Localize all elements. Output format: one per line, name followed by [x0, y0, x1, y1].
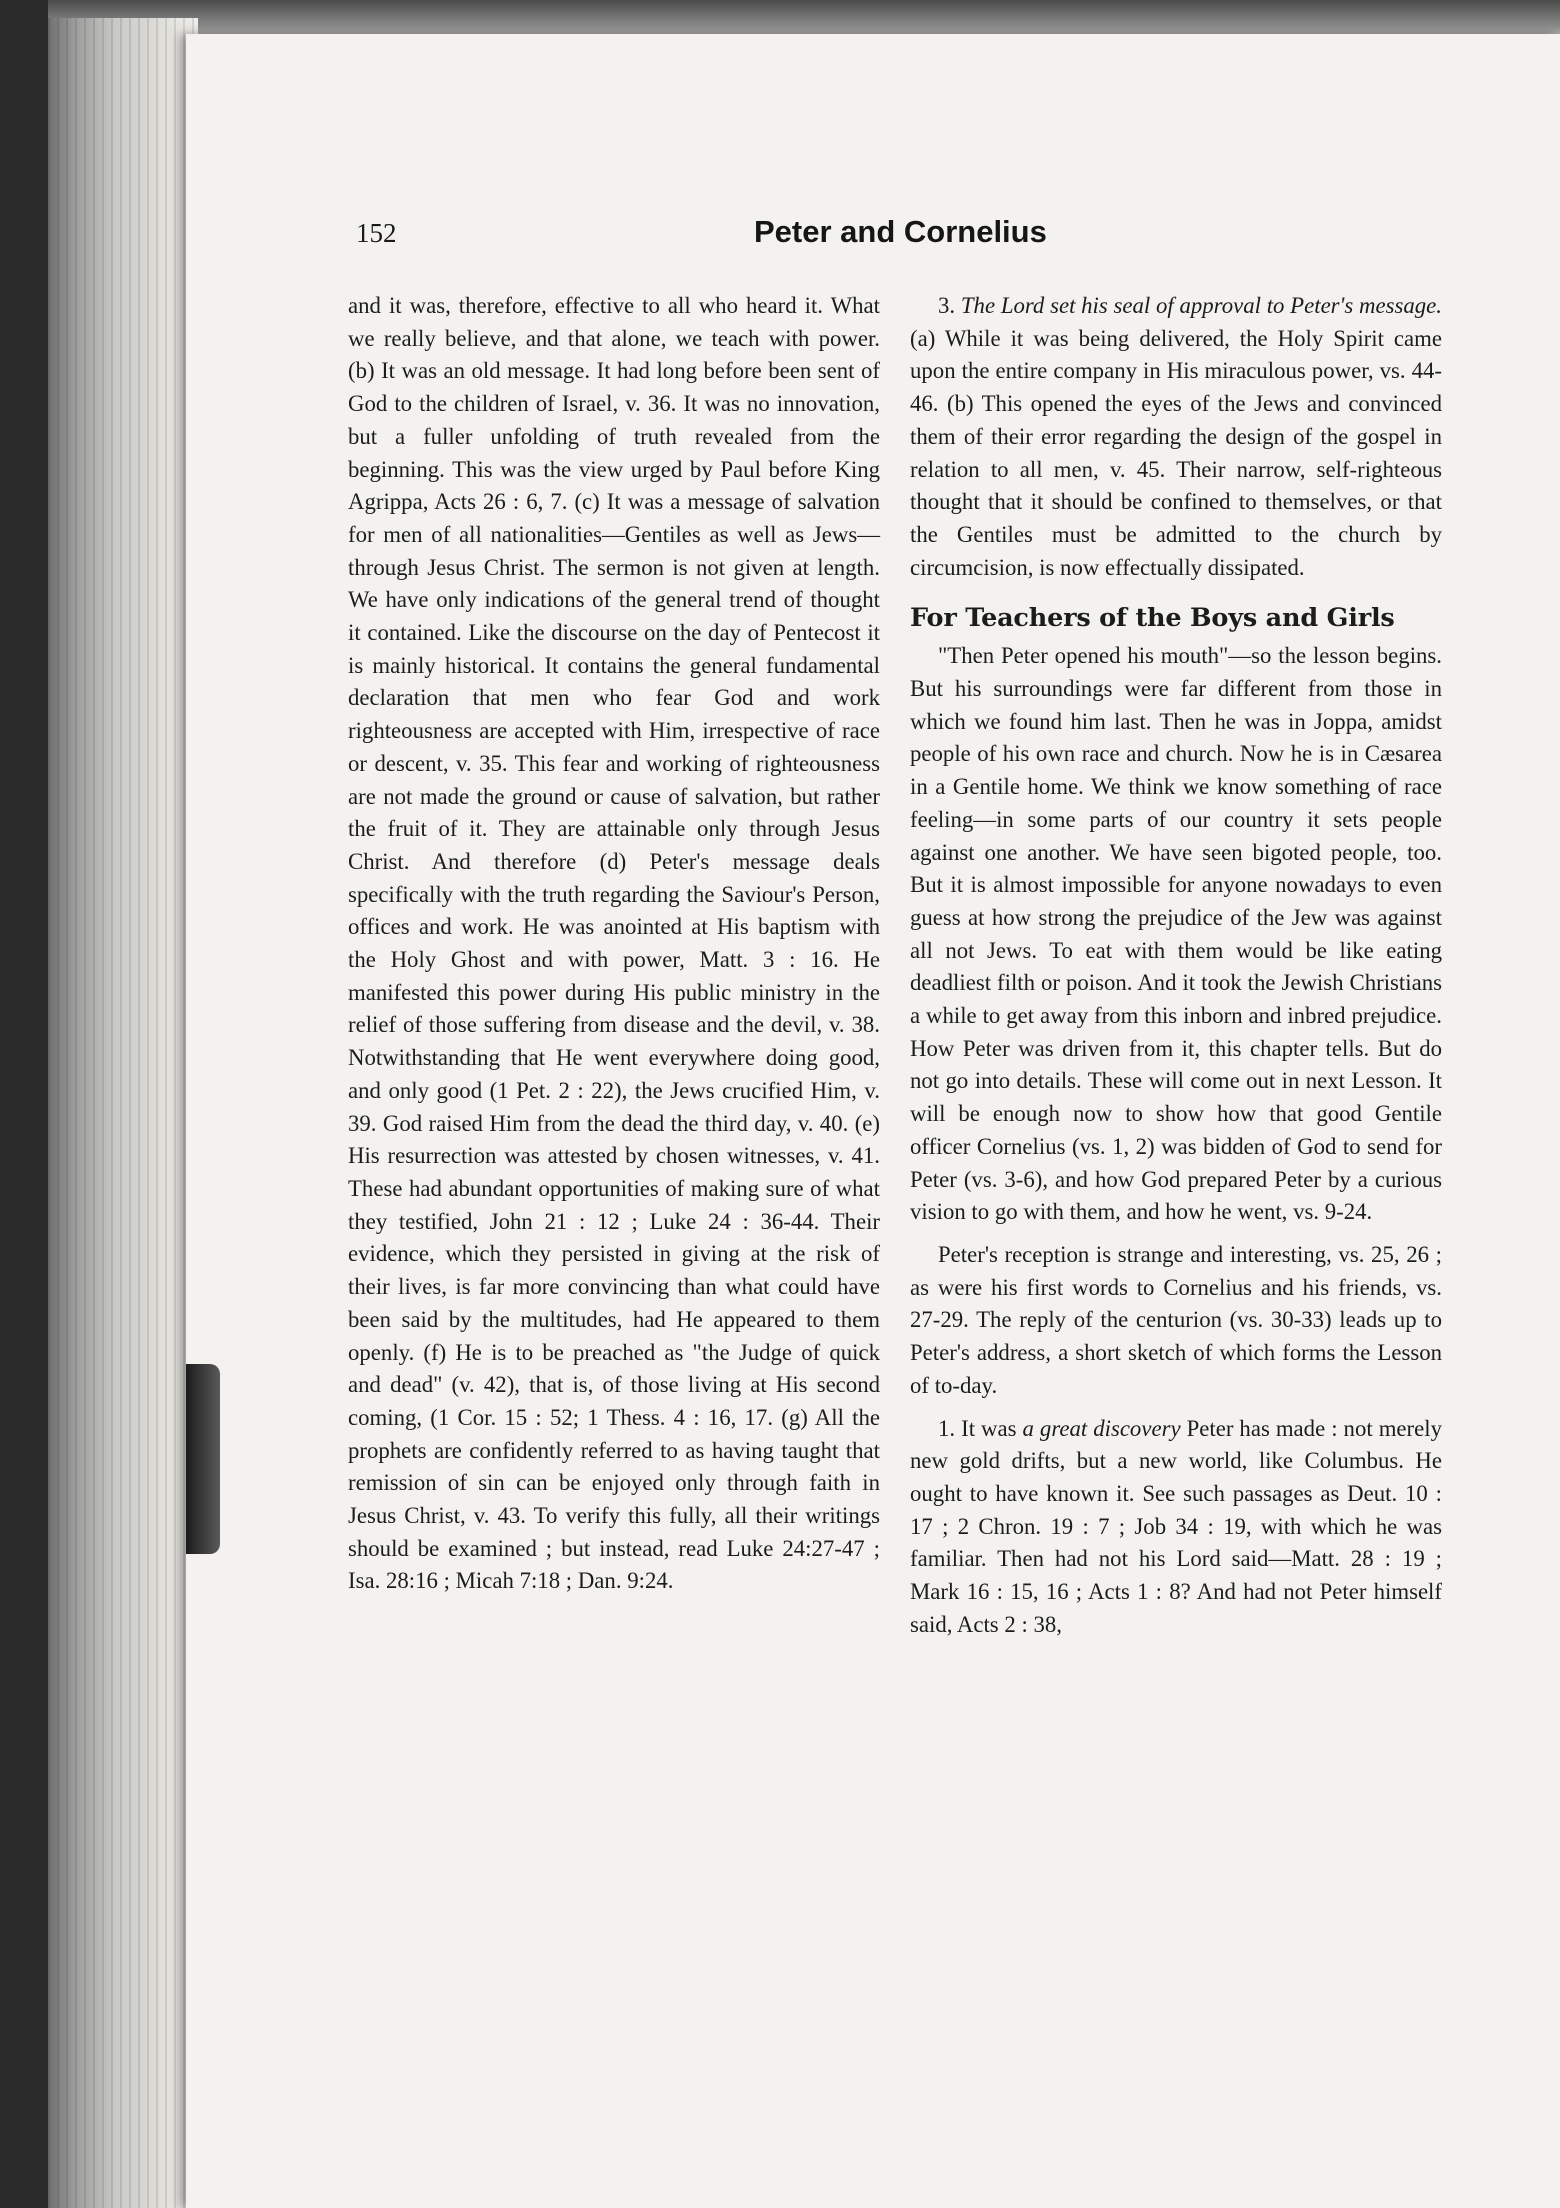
point-1-lead: 1. It was: [938, 1415, 1023, 1441]
point-3-paragraph: [910, 290, 1442, 584]
point-1-body: Peter has made : not merely new gold drifts, but a new world, like Columbus. He ought to have known it. See such passages as Deut. 10 : 17 ; 2 Chron. 19 : 7 ; Job 34 : 19, with which he was familiar. Then had not his Lord said—Matt. 28 : 19 ; Mark 16 : 15, 16 ; Acts 1 : 8? And had not Peter himself said, Acts 2 : 38,: [910, 1415, 1442, 1637]
page-number: 152: [356, 218, 397, 248]
reception-paragraph: Peter's reception is strange and interesting, vs. 25, 26 ; as were his first words to Cornelius and his friends, vs. 27-29. The reply of the centurion (vs. 30-33) leads up to Peter's address, a short sketch of which forms the Lesson of to-day.: [910, 1241, 1442, 1398]
left-column: [348, 290, 880, 1598]
point-3-title: The Lord set his seal of approval to Peter's message.: [960, 293, 1442, 318]
running-head: [356, 214, 1446, 264]
page-title: Peter and Cornelius: [754, 214, 1047, 249]
point-1-emphasis: a great discovery: [1022, 1415, 1181, 1441]
intro-paragraph: "Then Peter opened his mouth"—so the lesson begins. But his surroundings were far different from those in which we found him last. Then he was in Joppa, amidst people of his own race and church. Now he is in Cæsarea in a Gentile home. We think we know something of race feeling—in some parts of our country it sets people against one another. We have seen bigoted people, too. But it is almost impossible for anyone nowadays to even guess at how strong the prejudice of the Jew was against all not Jews. To eat with them would be like eating deadliest filth or poison. And it took the Jewish Christians a while to get away from this inborn and inbred prejudice. How Peter was driven from it, this chapter tells. But do not go into details. These will come out in next Lesson. It will be enough now to show how that good Gentile officer Cornelius (vs. 1, 2) was bidden of God to send for Peter (vs. 3-6), and how God prepared Peter by a curious vision to go with them, and how he went, vs. 9-24.: [910, 643, 1442, 1225]
body-paragraph: and it was, therefore, effective to all who heard it. What we really believe, and that alone, we teach with power. (b) It was an old message. It had long before been sent of God to the children of Israel, v. 36. It was no innovation, but a fuller unfolding of truth revealed from the beginning. This was the view urged by Paul before King Agrippa, Acts 26 : 6, 7. (c) It was a message of salvation for men of all nationalities—Gentiles as well as Jews—through Jesus Christ. The sermon is not given at length. We have only indications of the general trend of thought it contained. Like the discourse on the day of Pentecost it is mainly historical. It contains the general fundamental declaration that men who fear God and work righteousness are accepted with Him, irrespective of race or descent, v. 35. This fear and working of righteousness are not made the ground or cause of salvation, but rather the fruit of it. They are attainable only through Jesus Christ. And therefore (d) Peter's message deals specifically with the truth regarding the Saviour's Person, offices and work. He was anointed at His baptism with the Holy Ghost and with power, Matt. 3 : 16. He manifested this power during His public ministry in the relief of those suffering from disease and the devil, v. 38. Notwithstanding that He went everywhere doing good, and only good (1 Pet. 2 : 22), the Jews crucified Him, v. 39. God raised Him from the dead the third day, v. 40. (e) His resurrection was attested by chosen witnesses, v. 41. These had abundant opportunities of making sure of what they testified, John 21 : 12 ; Luke 24 : 36-44. Their evidence, which they persisted in giving at the risk of their lives, is far more convincing than what could have been said by the multitudes, had He appeared to them openly. (f) He is to be preached as "the Judge of quick and dead" (v. 42), that is, of those living at His second coming, (1 Cor. 15 : 52; 1 Thess. 4 : 16, 17. (g) All the prophets are confidently referred to as having taught that remission of sin can be enjoyed only through faith in Jesus Christ, v. 43. To verify this fully, all their writings should be examined ; but instead, read Luke 24:27-47 ; Isa. 28:16 ; Micah 7:18 ; Dan. 9:24.: [348, 293, 880, 1594]
page-stack-lines: [48, 18, 198, 2208]
section-heading: For Teachers of the Boys and Girls: [910, 603, 1395, 634]
point-1-paragraph: [910, 1413, 1442, 1642]
point-3-number: 3.: [938, 293, 956, 318]
point-3-body: (a) While it was being delivered, the Holy Spirit came upon the entire company in His miraculous power, vs. 44-46. (b) This opened the eyes of the Jews and convinced them of their error regarding the design of the gospel in relation to all men, v. 45. Their narrow, self-righteous thought that it should be confined to themselves, or that the Gentiles must be admitted to the church by circumcision, is now effectually dissipated.: [910, 325, 1442, 580]
thumb-tab-mark: [186, 1364, 220, 1554]
right-column: [910, 290, 1442, 1641]
